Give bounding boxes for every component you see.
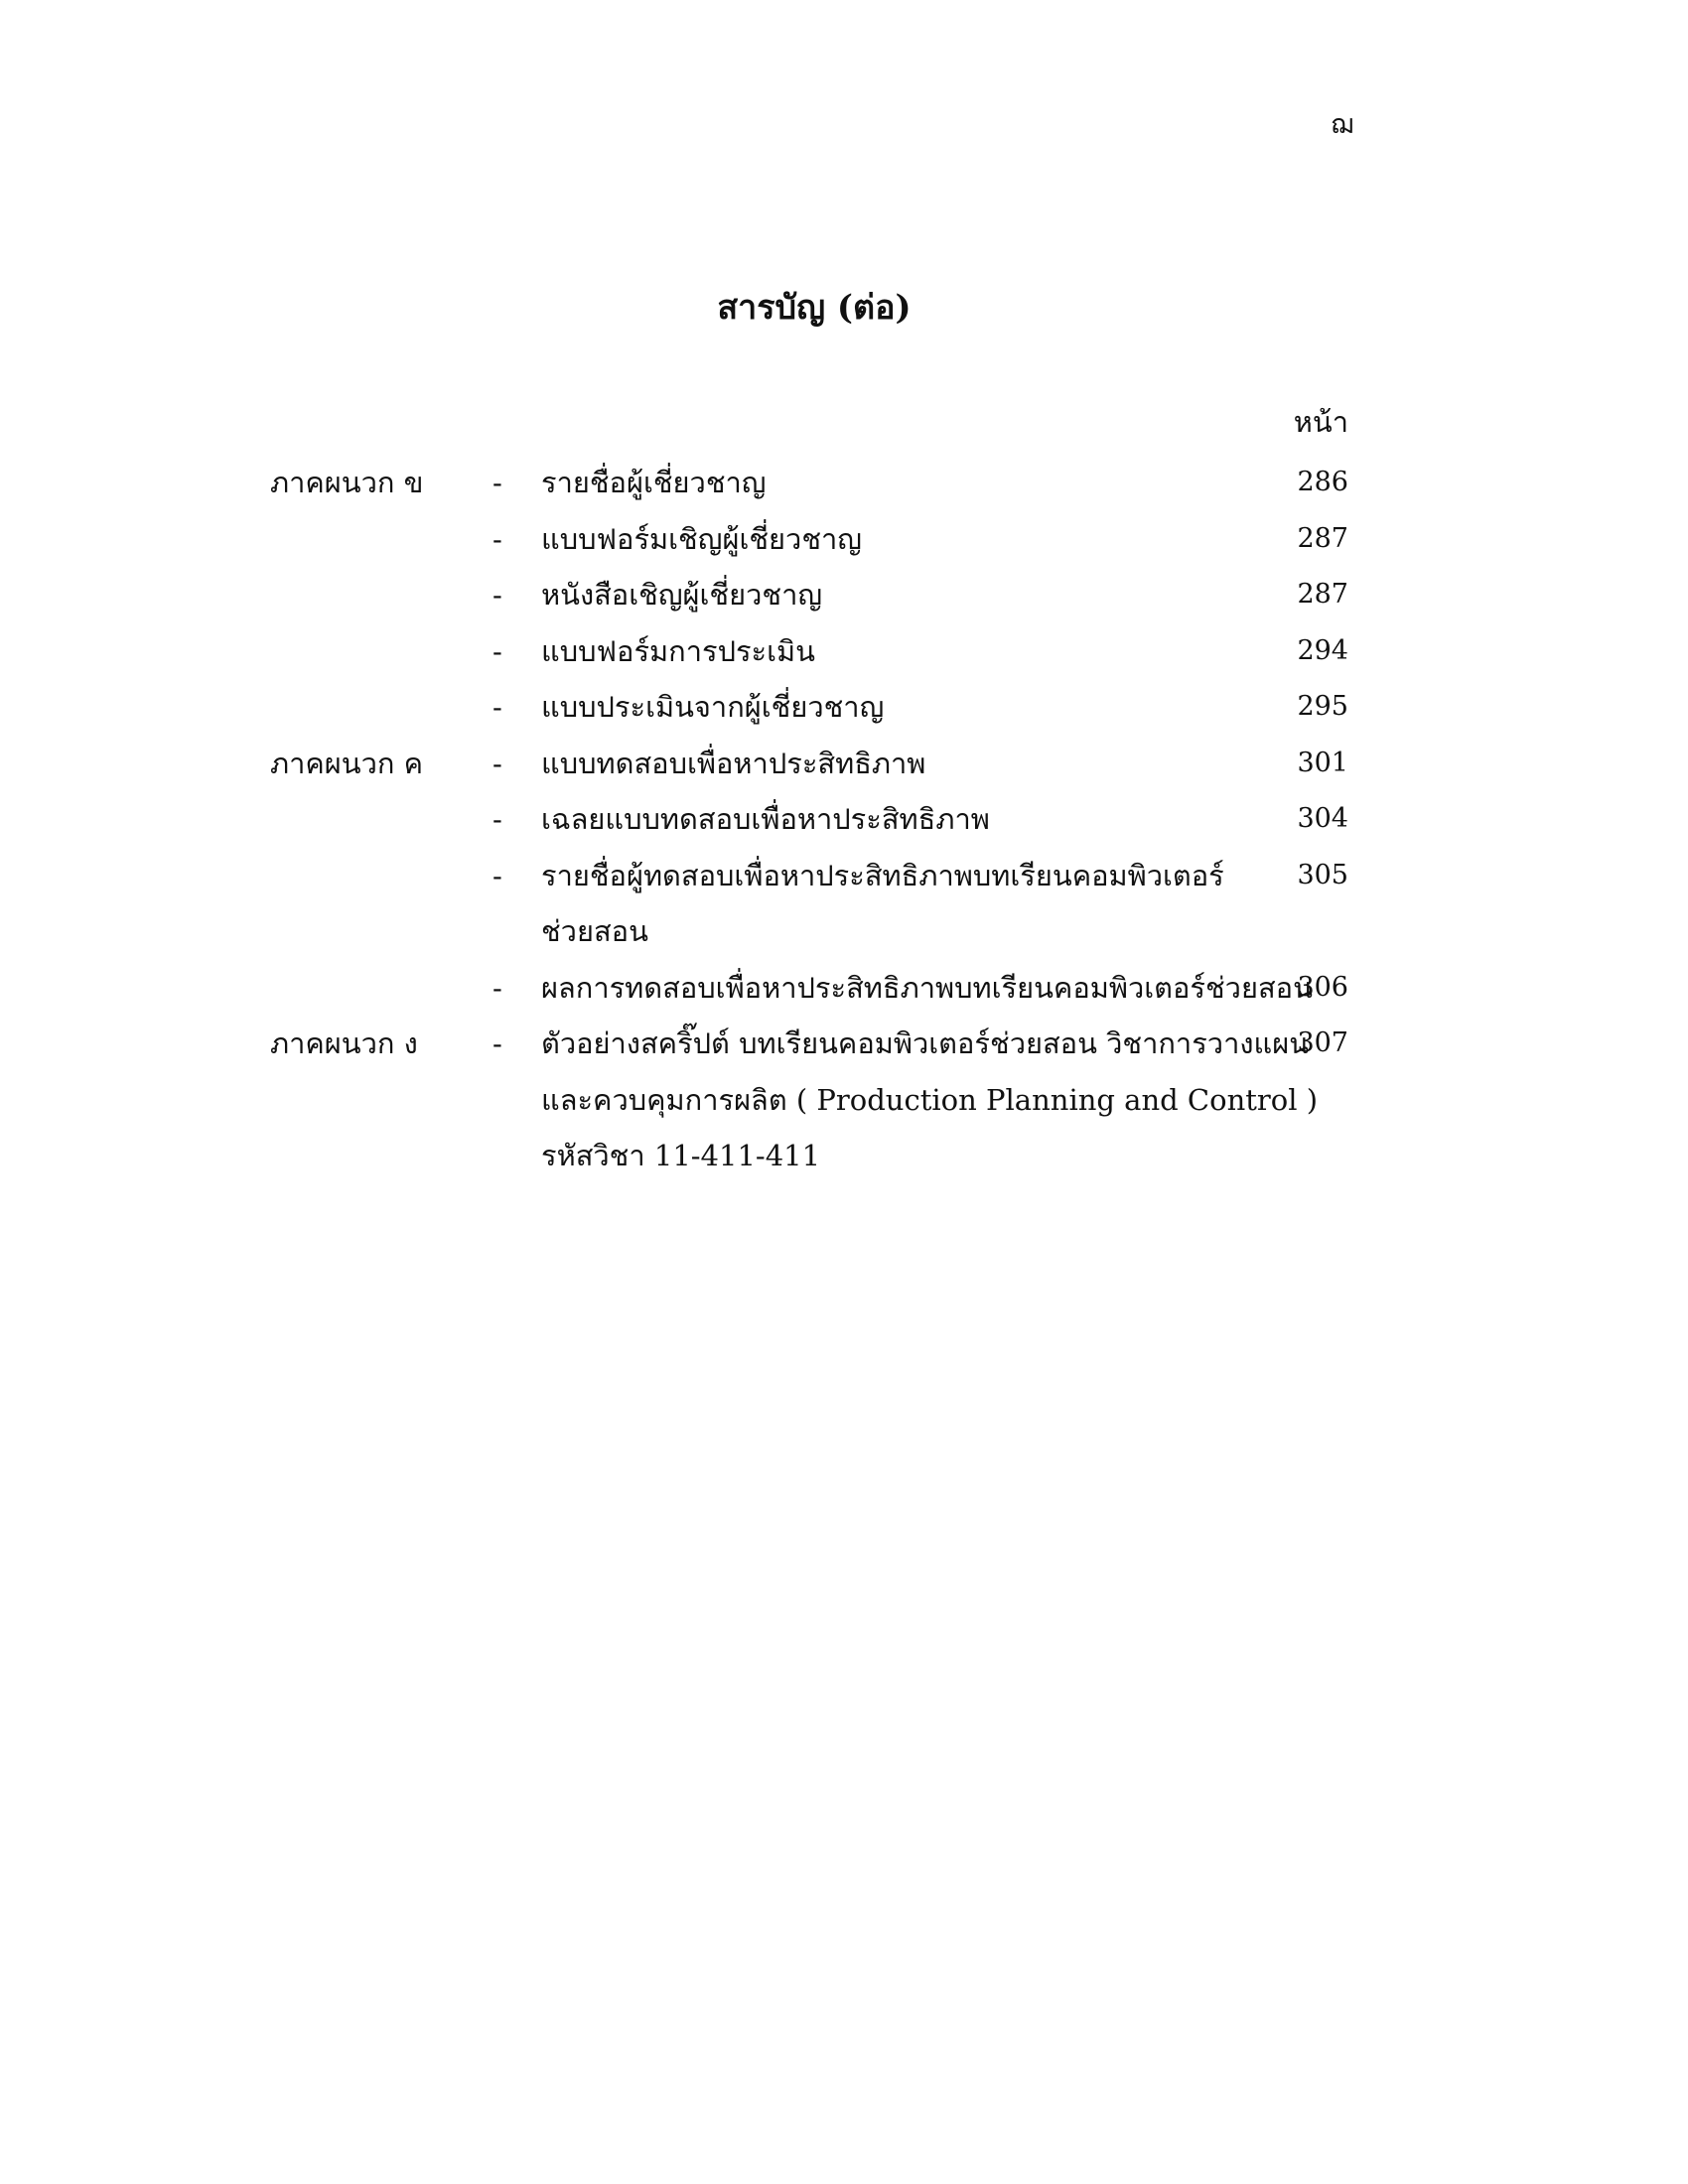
toc-page-number: 305: [1297, 859, 1348, 890]
toc-line: [0, 856, 1688, 912]
toc-entry-text: แบบฟอร์มเชิญผู้เชี่ยวชาญ: [541, 521, 862, 556]
toc-entry-text: รายชื่อผู้เชี่ยวชาญ: [541, 466, 767, 499]
page-column-header: หน้า: [1293, 405, 1348, 439]
toc-entry-text: ตัวอย่างสคริ๊ปต์ บทเรียนคอมพิวเตอร์ช่วยสอน วิชาการวางแผน: [541, 1026, 1310, 1060]
toc-entry-text: เฉลยแบบทดสอบเพื่อหาประสิทธิภาพ: [541, 802, 990, 836]
toc-entry-text: ช่วยสอน: [541, 914, 648, 948]
toc-page-number: 306: [1297, 971, 1348, 1003]
toc-line: [0, 687, 1688, 744]
toc-dash: -: [492, 802, 502, 836]
toc-dash: -: [492, 970, 502, 1005]
toc-dash: -: [492, 858, 502, 892]
toc-line: [0, 799, 1688, 856]
toc-line: [0, 1024, 1688, 1080]
toc-page-number: 286: [1297, 467, 1348, 497]
toc-dash: -: [492, 466, 502, 499]
toc-dash: -: [492, 633, 502, 668]
page-title: สารบัญ (ต่อ): [717, 288, 912, 328]
toc-entry-text: แบบทดสอบเพื่อหาประสิทธิภาพ: [541, 746, 926, 780]
toc-page-number: 287: [1297, 522, 1348, 554]
toc-dash: -: [492, 1026, 502, 1060]
toc-line: [0, 911, 1688, 968]
toc-entry-text: และควบคุมการผลิต ( Production Planning and Control ): [541, 1082, 1319, 1117]
toc-dash: -: [492, 578, 502, 612]
toc-dash: -: [492, 746, 502, 780]
toc-dash: -: [492, 690, 502, 724]
toc-line: [0, 519, 1688, 576]
toc-entry-text: หนังสือเชิญผู้เชี่ยวชาญ: [541, 578, 823, 612]
toc-line: [0, 631, 1688, 688]
toc-page-number: 295: [1297, 691, 1348, 722]
page-number: ฌ: [1331, 109, 1354, 140]
toc-line: [0, 575, 1688, 631]
toc-page-number: 294: [1297, 634, 1348, 666]
toc-line: [0, 1080, 1688, 1137]
toc-entry-text: ผลการทดสอบเพื่อหาประสิทธิภาพบทเรียนคอมพิวเตอร์ช่วยสอน: [541, 970, 1313, 1005]
toc-appendix-label: ภาคผนวก ค: [270, 746, 424, 780]
toc-page-number: 304: [1297, 803, 1348, 834]
toc-line: [0, 744, 1688, 800]
toc-appendix-label: ภาคผนวก ข: [270, 466, 424, 499]
toc-entry-text: แบบฟอร์มการประเมิน: [541, 633, 815, 668]
toc-entry-text: รหัสวิชา 11-411-411: [541, 1139, 821, 1172]
table-of-contents: [0, 463, 1688, 1192]
toc-page-number: 307: [1297, 1027, 1348, 1058]
toc-page-number: 301: [1297, 747, 1348, 778]
toc-line: [0, 968, 1688, 1024]
toc-dash: -: [492, 521, 502, 556]
toc-entry-text: แบบประเมินจากผู้เชี่ยวชาญ: [541, 690, 885, 724]
toc-entry-text: รายชื่อผู้ทดสอบเพื่อหาประสิทธิภาพบทเรียนคอมพิวเตอร์: [541, 858, 1224, 892]
toc-page-number: 287: [1297, 579, 1348, 610]
toc-line: [0, 463, 1688, 519]
toc-line: [0, 1136, 1688, 1192]
toc-appendix-label: ภาคผนวก ง: [270, 1026, 418, 1060]
